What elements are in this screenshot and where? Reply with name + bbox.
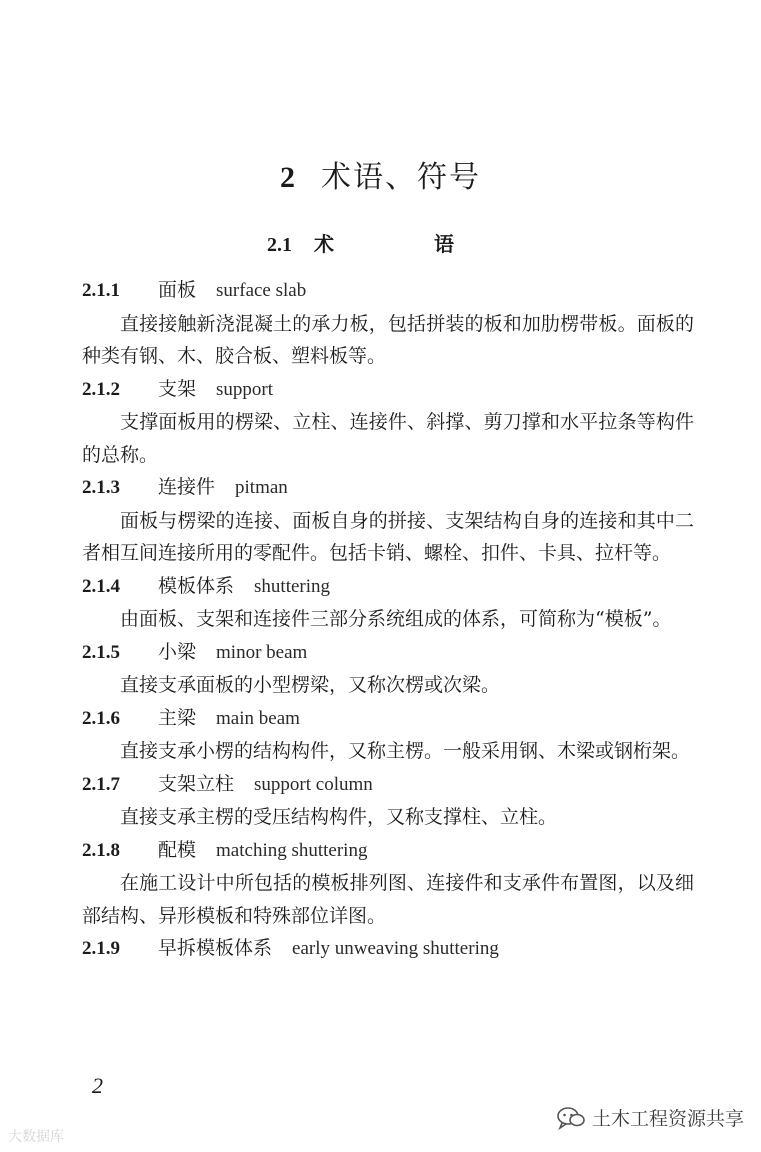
term-english: minor beam bbox=[216, 641, 308, 663]
term-item bbox=[82, 932, 694, 966]
term-english: surface slab bbox=[216, 280, 307, 301]
term-number: 2.1.7 bbox=[82, 773, 120, 795]
term-item bbox=[82, 834, 694, 933]
page-number: 2 bbox=[92, 1073, 103, 1098]
term-english: pitman bbox=[235, 477, 288, 498]
term-number: 2.1.1 bbox=[82, 280, 120, 301]
term-number: 2.1.6 bbox=[82, 707, 120, 729]
term-chinese: 连接件 bbox=[158, 476, 216, 498]
term-item bbox=[82, 373, 694, 472]
term-item bbox=[82, 274, 694, 373]
term-definition: 直接支承面板的小型楞梁，又称次楞或次梁。 bbox=[120, 674, 501, 696]
term-english: shuttering bbox=[254, 575, 331, 597]
term-heading bbox=[82, 636, 694, 670]
term-chinese: 支架 bbox=[158, 377, 197, 400]
term-chinese: 支架立柱 bbox=[158, 772, 235, 795]
term-number: 2.1.4 bbox=[82, 575, 120, 597]
term-heading bbox=[82, 702, 694, 736]
term-chinese: 模板体系 bbox=[158, 574, 235, 597]
wechat-icon bbox=[556, 1105, 586, 1131]
term-item bbox=[82, 570, 694, 636]
term-heading bbox=[82, 834, 694, 868]
source-account-name: 土木工程资源共享 bbox=[592, 1108, 745, 1130]
chapter-title bbox=[0, 152, 761, 196]
term-heading bbox=[82, 932, 694, 966]
term-item bbox=[82, 768, 694, 834]
term-number: 2.1.5 bbox=[82, 641, 120, 663]
term-heading bbox=[82, 768, 694, 802]
term-definition: 直接接触新浇混凝土的承力板，包括拼装的板和加肋楞带板。面板的种类有钢、木、胶合板、塑料板等。 bbox=[82, 312, 694, 367]
term-chinese: 面板 bbox=[158, 279, 197, 301]
term-item bbox=[82, 702, 694, 768]
term-list bbox=[82, 274, 694, 966]
term-chinese: 早拆模板体系 bbox=[158, 937, 273, 959]
term-number: 2.1.9 bbox=[82, 938, 120, 959]
term-number: 2.1.2 bbox=[82, 378, 120, 400]
watermark-left: 大数据库 bbox=[8, 1129, 64, 1145]
term-english: early unweaving shuttering bbox=[292, 938, 499, 959]
term-english: main beam bbox=[216, 707, 300, 729]
section-title bbox=[0, 228, 761, 257]
term-chinese: 主梁 bbox=[158, 706, 197, 729]
term-heading bbox=[82, 471, 694, 505]
term-chinese: 配模 bbox=[158, 838, 197, 861]
term-english: matching shuttering bbox=[216, 839, 368, 861]
term-definition: 在施工设计中所包括的模板排列图、连接件和支承件布置图，以及细部结构、异形模板和特殊部位详图。 bbox=[82, 872, 694, 927]
term-english: support column bbox=[254, 773, 373, 795]
term-item bbox=[82, 471, 694, 570]
term-definition: 由面板、支架和连接件三部分系统组成的体系，可简称为“模板”。 bbox=[120, 608, 672, 630]
term-definition: 直接支承主楞的受压结构构件，又称支撑柱、立柱。 bbox=[120, 806, 558, 828]
term-english: support bbox=[216, 378, 274, 400]
term-heading bbox=[82, 274, 694, 308]
section-title-text: 术 语 bbox=[314, 232, 494, 256]
term-heading bbox=[82, 570, 694, 604]
wechat-source-watermark bbox=[556, 1104, 744, 1131]
chapter-number: 2 bbox=[280, 161, 297, 194]
section-number: 2.1 bbox=[267, 234, 292, 256]
term-number: 2.1.3 bbox=[82, 477, 120, 498]
term-number: 2.1.8 bbox=[82, 839, 120, 861]
term-heading bbox=[82, 373, 694, 407]
term-definition: 支撑面板用的楞梁、立柱、连接件、斜撑、剪刀撑和水平拉条等构件的总称。 bbox=[82, 411, 694, 466]
term-item bbox=[82, 636, 694, 702]
term-definition: 直接支承小楞的结构构件，又称主楞。一般采用钢、木梁或钢桁架。 bbox=[120, 740, 691, 762]
chapter-title-text: 术语、符号 bbox=[321, 160, 481, 195]
term-chinese: 小梁 bbox=[158, 640, 197, 663]
term-definition: 面板与楞梁的连接、面板自身的拼接、支架结构自身的连接和其中二者相互间连接所用的零配件。包括卡销、螺栓、扣件、卡具、拉杆等。 bbox=[82, 509, 694, 564]
